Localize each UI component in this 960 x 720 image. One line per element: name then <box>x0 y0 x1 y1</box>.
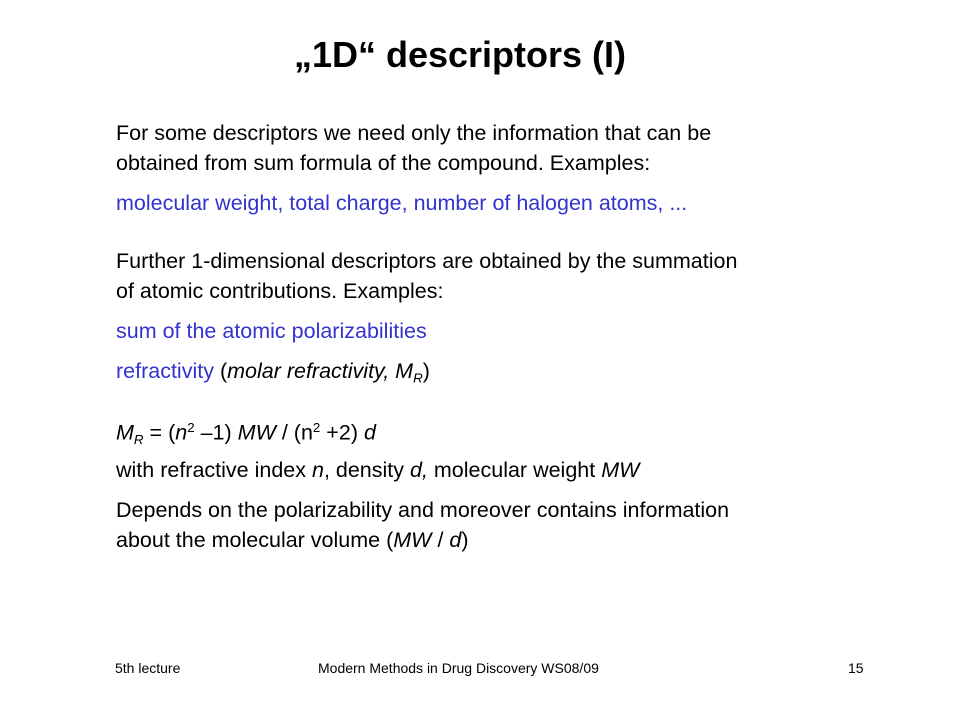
molecular-volume-line: about the molecular volume (MW / d) <box>116 527 469 552</box>
text-line: For some descriptors we need only the information that can be <box>116 121 712 145</box>
refractivity-formula: $M_R = (n^2$ –1) MW / $(n^2 +2)$ d <box>116 420 376 447</box>
footer-course-title: Modern Methods in Drug Discovery WS08/09 <box>318 660 599 676</box>
slide-title: „1D“ descriptors (I) <box>293 34 627 75</box>
footer-lecture: 5th lecture <box>115 660 181 676</box>
paragraph-summation <box>116 246 916 394</box>
formula-block <box>116 413 916 555</box>
formula-legend: with refractive index n, density d, molecular weight MW <box>116 457 640 482</box>
paragraph-sum-formula <box>116 118 916 218</box>
text-line: Further 1-dimensional descriptors are obtained by the summation <box>116 249 738 273</box>
refractivity-term: refractivity <box>116 359 214 383</box>
text-line: Depends on the polarizability and moreover contains information <box>116 497 730 522</box>
text-line: obtained from sum formula of the compound. Examples: <box>116 151 651 175</box>
text-line: of atomic contributions. Examples: <box>116 279 444 303</box>
example-polarizabilities: sum of the atomic polarizabilities <box>116 319 427 343</box>
page-number: 15 <box>848 660 864 676</box>
examples-line: molecular weight, total charge, number of halogen atoms, ... <box>116 191 688 215</box>
example-refractivity: refractivity (molar refractivity, $M_R$) <box>116 359 430 386</box>
